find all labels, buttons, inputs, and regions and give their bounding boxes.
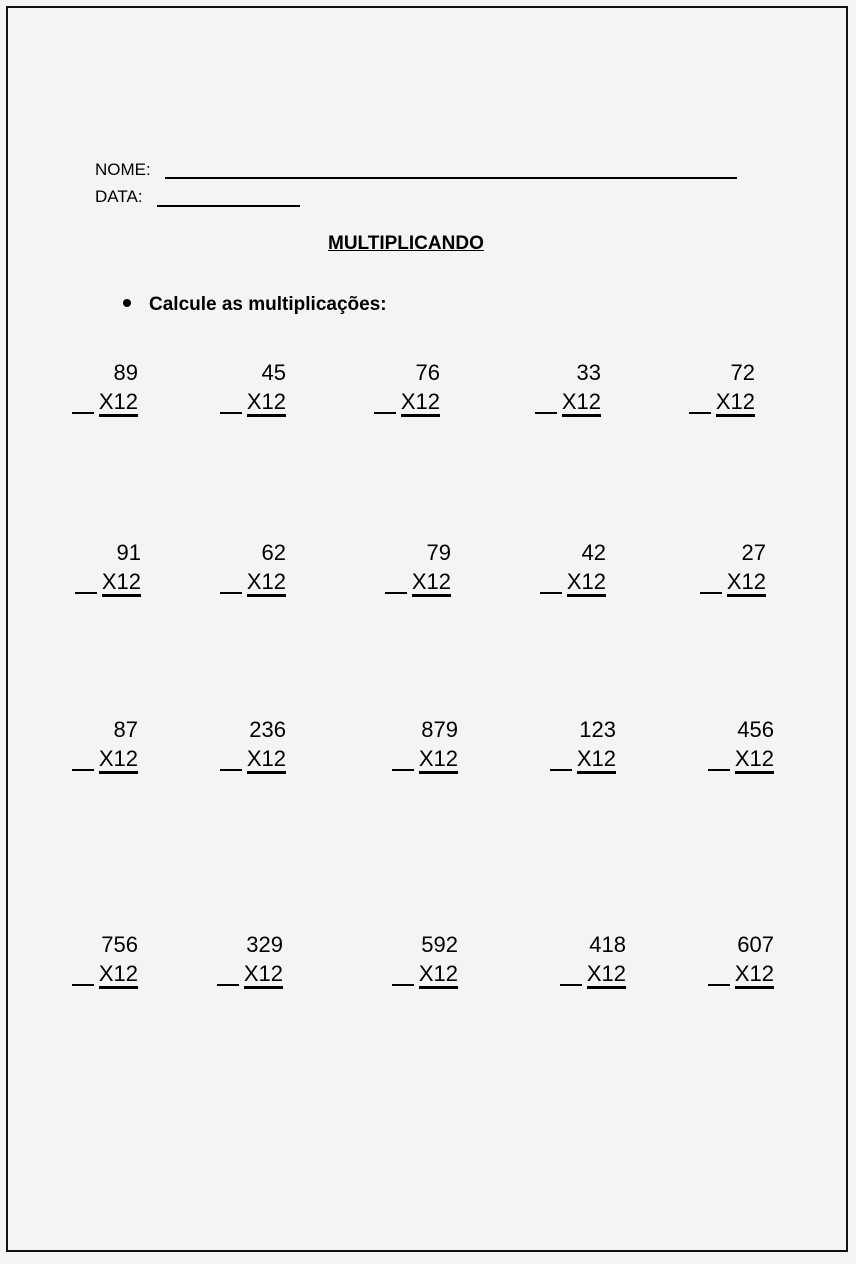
multiplicand: 45 [261,360,286,385]
underline [392,984,414,986]
multiplier-row [220,567,286,596]
multiplication-problem [217,930,283,988]
multiplicand: 756 [101,932,138,957]
underline [72,412,94,414]
multiplier: X12 [727,569,766,597]
date-label: DATA: [95,187,143,206]
multiplier: X12 [247,746,286,774]
multiplier: X12 [735,961,774,989]
underline [535,412,557,414]
multiplier-row [708,959,774,988]
page-title: MULTIPLICANDO [328,233,484,254]
multiplier: X12 [577,746,616,774]
multiplier-row [75,567,141,596]
multiplier-row [700,567,766,596]
underline [540,592,562,594]
multiplicand: 418 [589,932,626,957]
multiplication-problem [220,358,286,416]
multiplication-problem [374,358,440,416]
instruction [123,294,387,316]
instruction-text: Calcule as multiplicações: [149,294,387,315]
underline [689,412,711,414]
multiplier-row [540,567,606,596]
multiplicand: 123 [579,717,616,742]
underline [75,592,97,594]
multiplicand: 607 [737,932,774,957]
multiplier: X12 [412,569,451,597]
multiplier: X12 [247,569,286,597]
underline [708,984,730,986]
multiplier-row [392,744,458,773]
multiplier: X12 [587,961,626,989]
multiplication-problem [72,715,138,773]
underline [700,592,722,594]
multiplier-row [550,744,616,773]
multiplier-row [535,387,601,416]
underline [385,592,407,594]
multiplicand: 33 [576,360,601,385]
multiplier-row [385,567,451,596]
multiplicand: 456 [737,717,774,742]
multiplier-row [220,744,286,773]
multiplicand: 91 [116,540,141,565]
multiplier-row [708,744,774,773]
multiplier-row [392,959,458,988]
multiplication-problem [700,538,766,596]
multiplication-problem [75,538,141,596]
multiplicand: 236 [249,717,286,742]
bullet-icon [123,299,131,307]
multiplier: X12 [401,389,440,417]
multiplier-row [72,959,138,988]
underline [217,984,239,986]
multiplication-problem [540,538,606,596]
multiplicand: 592 [421,932,458,957]
multiplication-problem [385,538,451,596]
multiplicand: 42 [581,540,606,565]
multiplicand: 329 [246,932,283,957]
multiplier: X12 [567,569,606,597]
multiplication-problem [220,715,286,773]
underline [708,769,730,771]
multiplier: X12 [419,961,458,989]
multiplier: X12 [716,389,755,417]
multiplicand: 879 [421,717,458,742]
underline [72,769,94,771]
multiplier-row [560,959,626,988]
multiplier: X12 [99,961,138,989]
multiplier-row [220,387,286,416]
multiplication-problem [689,358,755,416]
underline [392,769,414,771]
underline [220,592,242,594]
multiplicand: 72 [730,360,755,385]
multiplier-row [217,959,283,988]
multiplicand: 27 [741,540,766,565]
multiplier: X12 [562,389,601,417]
multiplicand: 87 [113,717,138,742]
multiplication-problem [535,358,601,416]
multiplication-problem [708,715,774,773]
multiplication-problem [392,930,458,988]
multiplier: X12 [99,746,138,774]
name-field-line[interactable] [165,177,737,179]
multiplicand: 76 [415,360,440,385]
multiplier: X12 [735,746,774,774]
multiplication-problem [72,930,138,988]
multiplier-row [72,744,138,773]
underline [220,412,242,414]
name-label: NOME: [95,160,151,179]
multiplier-row [72,387,138,416]
multiplier: X12 [99,389,138,417]
multiplier-row [374,387,440,416]
multiplicand: 79 [426,540,451,565]
underline [72,984,94,986]
date-field-line[interactable] [157,205,300,207]
multiplication-problem [392,715,458,773]
multiplier: X12 [419,746,458,774]
multiplier-row [689,387,755,416]
multiplication-problem [708,930,774,988]
multiplication-problem [550,715,616,773]
multiplication-problem [560,930,626,988]
multiplication-problem [220,538,286,596]
multiplicand: 89 [113,360,138,385]
multiplication-problem [72,358,138,416]
underline [560,984,582,986]
multiplier: X12 [102,569,141,597]
underline [374,412,396,414]
multiplicand: 62 [261,540,286,565]
multiplier: X12 [244,961,283,989]
underline [550,769,572,771]
underline [220,769,242,771]
multiplier: X12 [247,389,286,417]
